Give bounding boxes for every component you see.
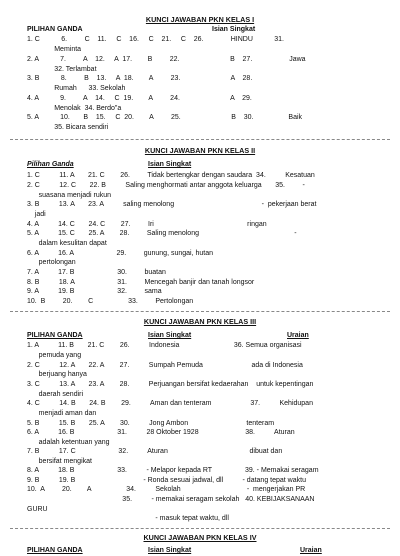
section-divider [10,311,390,312]
answer-row: 35. Bicara sendiri [27,124,109,131]
answer-row: 35. - memakai seragam sekolah 40. KEBIJAKSANAAN [27,496,315,503]
answer-row: 7. A 17. B 30. buatan [27,269,166,276]
answer-row: 3. B 13. A 23. A saling menolong - pekerjaan berat [27,201,317,208]
section-divider [10,528,390,529]
section1-header-isian-singkat: Isian Singkat [212,26,256,33]
answer-row: dalam kesulitan dapat [27,240,107,247]
answer-row: 8. B 18. A 31. Mencegah banjir dan tanah longsor [27,279,255,286]
answer-row: 3. B 8. B 13. A 18. A 23. A 28. [27,75,253,82]
answer-row: 10. B 20. C 33. Pertolongan [27,298,194,305]
answer-row: pemuda yang [27,352,82,359]
answer-row: suasana menjadi rukun [27,192,112,199]
answer-row: 9. B 19. B - Ronda sesuai jadwal, dll - datang tepat waktu [27,477,306,484]
answer-row: 6. A 16. A 29. gunung, sungai, hutan [27,250,214,257]
answer-row: 5. A 15. C 25. A 28. Saling menolong - [27,230,297,237]
answer-row: - masuk tepat waktu, dll [27,515,229,522]
section2-header-pilihan-ganda: Pilihan Ganda [27,161,74,168]
answer-row: 4. C 14. B 24. B 29. Aman dan tenteram 37. Kehidupan [27,400,313,407]
answer-row: bersifat mengikat [27,458,92,465]
answer-row: 7. B 17. C 32. Aturan dibuat dan [27,448,283,455]
section4-header-uraian: Uraian [300,547,322,554]
answer-row: adalah ketentuan yang [27,439,110,446]
answer-row: 6. A 16. B 31. 28 Oktober 1928 38. Aturan [27,429,295,436]
section3-header-isian-singkat: Isian Singkat [148,332,192,339]
answer-row: Meminta [27,46,82,53]
section4-header-isian-singkat: Isian Singkat [148,547,192,554]
answer-row: 32. Terlambat [27,66,97,73]
answer-row: Menolak 34. Berdo"a [27,105,122,112]
answer-row: 5. B 15. B 25. A 30. Jong Ambon tenteram [27,420,275,427]
answer-row: 1. A 11. B 21. C 26. Indonesia 36. Semua organisasi [27,342,302,349]
answer-row: menjadi aman dan [27,410,97,417]
answer-row: GURU [27,506,48,513]
answer-row: 1. C 11. A 21. C 26. Tidak bertengkar dengan saudara 34. Kesatuan [27,172,315,179]
answer-row: 9. A 19. B 32. sama [27,288,162,295]
answer-row: 1. C 6. C 11. C 16. C 21. C 26. HINDU 31. [27,36,285,43]
section2-header-isian-singkat: Isian Singkat [148,161,192,168]
section3-header-pilihan-ganda: PILIHAN GANDA [27,332,83,339]
answer-row: 5. A 10. B 15. C 20. A 25. B 30. Baik [27,114,303,121]
answer-row: 4. A 14. C 24. C 27. Iri ringan [27,221,267,228]
answer-row: 3. C 13. A 23. A 28. Perjuangan bersifat kedaerahan untuk kepentingan [27,381,314,388]
answer-row: 2. C 12. C 22. B Saling menghormati antar anggota keluarga 35. - [27,182,305,189]
answer-row: 4. A 9. A 14. C 19. A 24. A 29. [27,95,252,102]
section-title-kelas-2: KUNCI JAWABAN PKN KELAS II [144,146,256,155]
answer-row: 2. A 7. A 12. A 17. B 22. B 27. Jawa [27,56,306,63]
answer-row: Rumah 33. Sekolah [27,85,126,92]
answer-row: berjuang hanya [27,371,87,378]
answer-row: daerah sendiri [27,391,84,398]
answer-row: 10. A 20. A 34. Sekolah - mengerjakan PR [27,486,306,493]
answer-row: pertolongan [27,259,76,266]
section1-header-pilihan-ganda: PILIHAN GANDA [27,26,83,33]
section-title-kelas-1: KUNCI JAWABAN PKN KELAS I [145,15,255,24]
answer-row: 2. C 12. A 22. A 27. Sumpah Pemuda ada di Indonesia [27,362,303,369]
section3-header-uraian: Uraian [287,332,309,339]
section4-header-pilihan-ganda: PILIHAN GANDA [27,547,83,554]
section-divider [10,139,390,140]
section-title-kelas-3: KUNCI JAWABAN PKN KELAS III [143,317,257,326]
answer-row: 8. A 18. B 33. - Melapor kepada RT 39. - Memakai seragam [27,467,319,474]
section-title-kelas-4: KUNCI JAWABAN PKN KELAS IV [143,533,257,542]
answer-row: jadi [27,211,46,218]
